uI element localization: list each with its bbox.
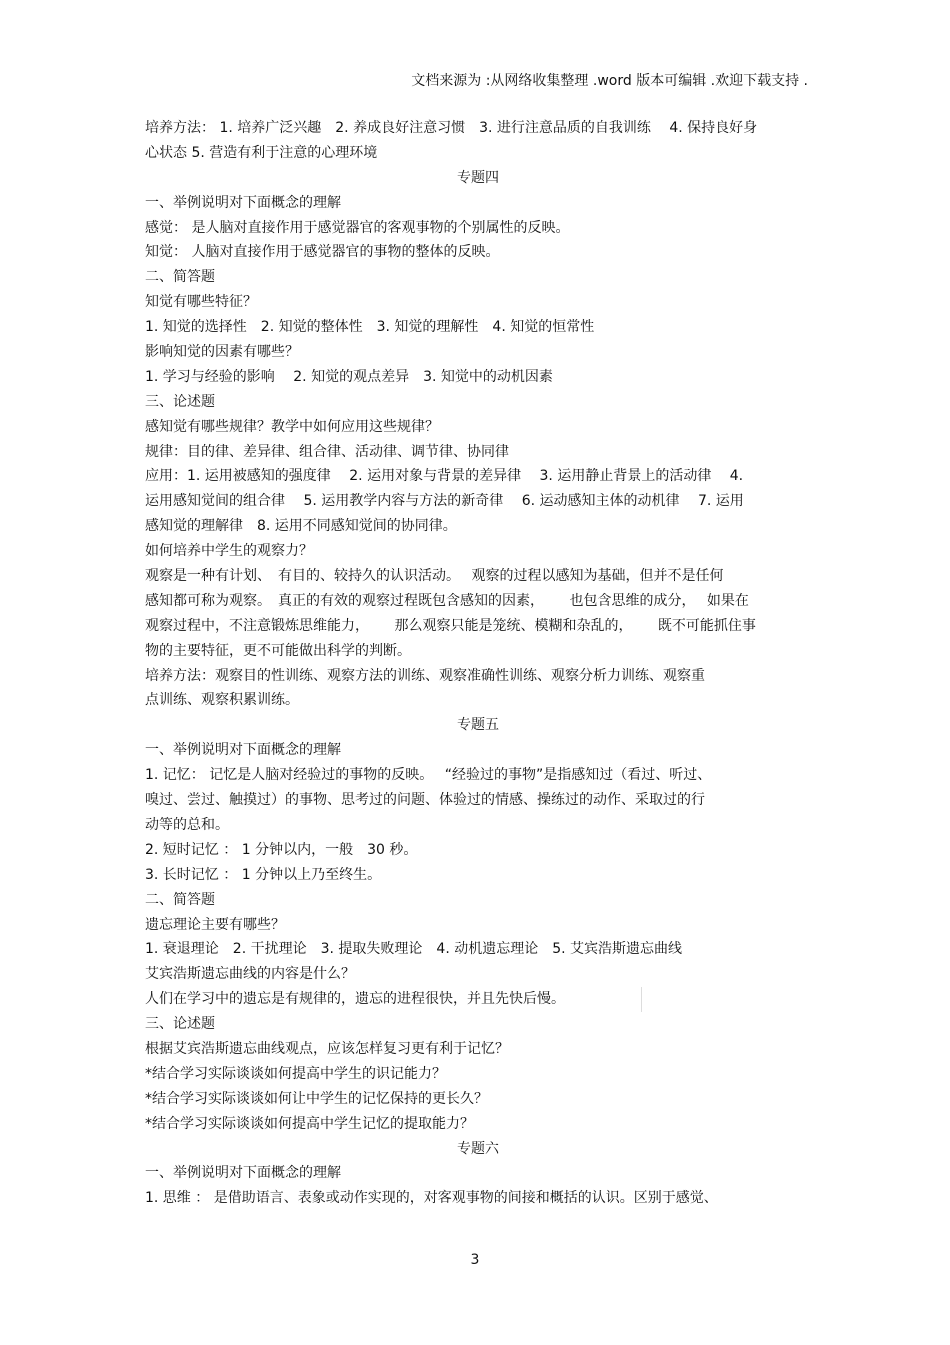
question-line: 影响知觉的因素有哪些？ bbox=[145, 344, 299, 361]
paragraph-line: 1. 知觉的选择性 2. 知觉的整体性 3. 知觉的理解性 4. 知觉的恒常性 bbox=[145, 319, 595, 336]
question-line: 遗忘理论主要有哪些？ bbox=[145, 916, 285, 933]
document-body bbox=[145, 116, 811, 1211]
subsection-heading: 三、论述题 bbox=[145, 393, 215, 410]
paragraph-line: 感知都可称为观察。 真正的有效的观察过程既包含感知的因素， 也包含思维的成分， 如果在 bbox=[145, 592, 749, 609]
paragraph-line: 1. 学习与经验的影响 2. 知觉的观点差异 3. 知觉中的动机因素 bbox=[145, 368, 553, 385]
subsection-heading: 二、简答题 bbox=[145, 891, 215, 908]
question-line: 根据艾宾浩斯遗忘曲线观点，应该怎样复习更有利于记忆？ bbox=[145, 1040, 509, 1057]
subsection-heading: 一、举例说明对下面概念的理解 bbox=[145, 742, 341, 759]
question-line: *结合学习实际谈谈如何提高中学生的识记能力？ bbox=[145, 1065, 446, 1082]
subsection-heading: 二、简答题 bbox=[145, 269, 215, 286]
section-title: 专题五 bbox=[457, 717, 499, 734]
answer-line bbox=[145, 987, 811, 1012]
paragraph-line: 感觉： 是人脑对直接作用于感觉器官的客观事物的个别属性的反映。 bbox=[145, 219, 570, 236]
paragraph-line: 3. 长时记忆 ： 1 分钟以上乃至终生。 bbox=[145, 866, 382, 883]
question-line: 知觉有哪些特征？ bbox=[145, 294, 257, 311]
section-title: 专题四 bbox=[457, 169, 499, 186]
paragraph-line: 感知觉的理解律 8. 运用不同感知觉间的协同律。 bbox=[145, 518, 457, 535]
question-line: 如何培养中学生的观察力？ bbox=[145, 543, 313, 560]
paragraph-line: 培养方法： 1. 培养广泛兴趣 2. 养成良好注意习惯 3. 进行注意品质的自我训练 4. 保持良好身 bbox=[145, 120, 758, 136]
question-line: *结合学习实际谈谈如何提高中学生记忆的提取能力？ bbox=[145, 1115, 474, 1132]
paragraph-line: 嗅过、尝过、触摸过）的事物、思考过的问题、体验过的情感、操练过的动作、采取过的行 bbox=[145, 792, 705, 809]
page-header: 文档来源为 :从网络收集整理 .word 版本可编辑 .欢迎下载支持 . bbox=[411, 73, 808, 89]
paragraph-line: 观察是一种有计划、 有目的、较持久的认识活动。 观察的过程以感知为基础，但并不是任何 bbox=[145, 568, 724, 585]
paragraph-line: 应用：1. 运用被感知的强度律 2. 运用对象与背景的差异律 3. 运用静止背景上的活动律 4. bbox=[145, 468, 744, 485]
paragraph-line: 知觉： 人脑对直接作用于感觉器官的事物的整体的反映。 bbox=[145, 244, 500, 261]
paragraph-line: 1. 记忆： 记忆是人脑对经验过的事物的反映。 “经验过的事物”是指感知过（看过、听过、 bbox=[145, 767, 712, 784]
paragraph-line: 观察过程中，不注意锻炼思维能力， 那么观察只能是笼统、模糊和杂乱的， 既不可能抓住事 bbox=[145, 617, 756, 634]
section-title: 专题六 bbox=[457, 1140, 499, 1157]
paragraph-line: 动等的总和。 bbox=[145, 816, 229, 833]
question-line: *结合学习实际谈谈如何让中学生的记忆保持的更长久？ bbox=[145, 1090, 488, 1107]
paragraph-line: 规律：目的律、差异律、组合律、活动律、调节律、协同律 bbox=[145, 443, 509, 460]
paragraph-line: 1. 衰退理论 2. 干扰理论 3. 提取失败理论 4. 动机遗忘理论 5. 艾宾浩斯遗忘曲线 bbox=[145, 941, 683, 958]
paragraph-line: 1. 思维 ： 是借助语言、表象或动作实现的，对客观事物的间接和概括的认识。区别于感觉、 bbox=[145, 1190, 718, 1207]
question-line: 艾宾浩斯遗忘曲线的内容是什么？ bbox=[145, 966, 355, 983]
paragraph-line: 运用感知觉间的组合律 5. 运用教学内容与方法的新奇律 6. 运动感知主体的动机律 7. 运用 bbox=[145, 493, 744, 510]
answer-box: 人们在学习中的遗忘是有规律的，遗忘的进程很快，并且先快后慢。 bbox=[145, 987, 642, 1012]
page-number: 3 bbox=[470, 1252, 480, 1268]
paragraph-line: 心状态 5. 营造有利于注意的心理环境 bbox=[145, 144, 378, 161]
paragraph-line: 点训练、观察积累训练。 bbox=[145, 692, 299, 709]
paragraph-line: 2. 短时记忆 ： 1 分钟以内，一般 30 秒。 bbox=[145, 841, 418, 858]
question-line: 感知觉有哪些规律？教学中如何应用这些规律？ bbox=[145, 418, 439, 435]
paragraph-line: 培养方法：观察目的性训练、观察方法的训练、观察准确性训练、观察分析力训练、观察重 bbox=[145, 667, 705, 684]
subsection-heading: 三、论述题 bbox=[145, 1016, 215, 1033]
paragraph-line: 物的主要特征，更不可能做出科学的判断。 bbox=[145, 642, 411, 659]
subsection-heading: 一、举例说明对下面概念的理解 bbox=[145, 1165, 341, 1182]
subsection-heading: 一、举例说明对下面概念的理解 bbox=[145, 194, 341, 211]
